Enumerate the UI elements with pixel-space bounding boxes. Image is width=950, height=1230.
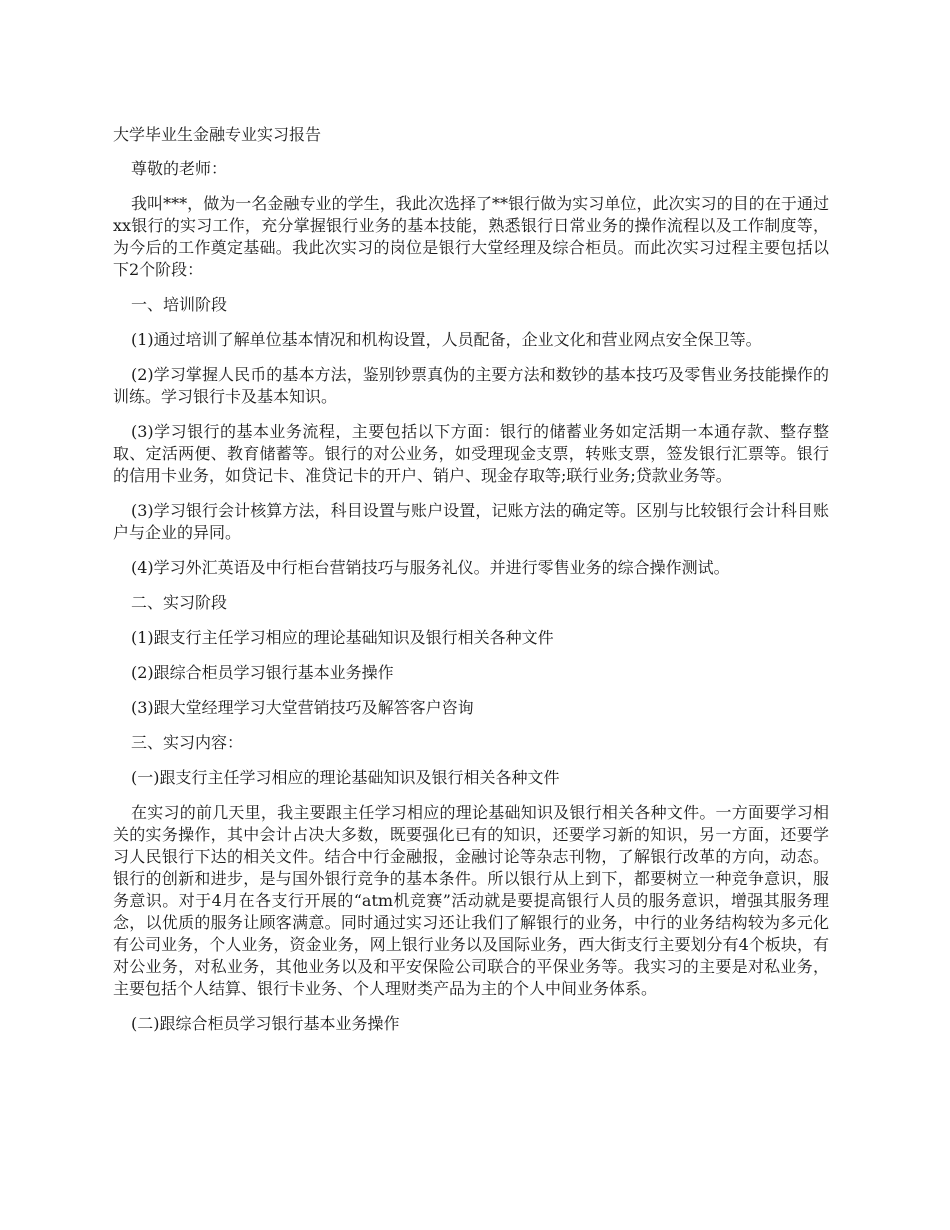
document-title: 大学毕业生金融专业实习报告 (113, 125, 322, 144)
internship-item-3: (3)跟大堂经理学习大堂营销技巧及解答客户咨询 (131, 698, 474, 717)
section-heading-training: 一、培训阶段 (131, 295, 228, 314)
internship-item-2: (2)跟综合柜员学习银行基本业务操作 (131, 663, 394, 682)
training-item-1: (1)通过培训了解单位基本情况和机构设置，人员配备，企业文化和营业网点安全保卫等。 (131, 330, 762, 349)
internship-item-1: (1)跟支行主任学习相应的理论基础知识及银行相关各种文件 (131, 628, 554, 647)
section-heading-content: 三、实习内容： (131, 733, 244, 752)
content-paragraph-1: 在实习的前几天里，我主要跟主任学习相应的理论基础知识及银行相关各种文件。一方面要学习相关的实务操作，其中会计占决大多数，既要强化已有的知识，还要学习新的知识，另一方面，还要学习人民银行下达的相关文件。结合中行金融报，金融讨论等杂志刊物，了解银行改革的方向，动态。银行的创新和进步，是与国外银行竞争的基本条件。所以银行从上到下，都要树立一种竞争意识，服务意识。对于4月在各支行开展的“atm机竞赛”活动就是要提高银行人员的服务意识，增强其服务理念，以优质的服务让顾客满意。同时通过实习还让我们了解银行的业务，中行的业务结构较为多元化有公司业务，个人业务，资金业务，网上银行业务以及国际业务，西大街支行主要划分有4个板块，有对公业务，对私业务，其他业务以及和平安保险公司联合的平保业务等。我实习的主要是对私业务，主要包括个人结算、银行卡业务、个人理财类产品为主的个人中间业务体系。 (113, 803, 829, 998)
section-heading-internship: 二、实习阶段 (131, 593, 228, 612)
content-subheading-1: (一)跟支行主任学习相应的理论基础知识及银行相关各种文件 (131, 768, 560, 787)
training-item-4: (4)学习外汇英语及中行柜台营销技巧与服务礼仪。并进行零售业务的综合操作测试。 (131, 558, 730, 577)
document-page (113, 124, 829, 1048)
training-item-3b: (3)学习银行会计核算方法，科目设置与账户设置，记账方法的确定等。区别与比较银行会计科目账户与企业的异同。 (113, 501, 829, 542)
content-subheading-2: (二)跟综合柜员学习银行基本业务操作 (131, 1014, 400, 1033)
salutation: 尊敬的老师： (131, 159, 228, 178)
intro-paragraph: 我叫***，做为一名金融专业的学生，我此次选择了**银行做为实习单位，此次实习的目的在于通过xx银行的实习工作，充分掌握银行业务的基本技能，熟悉银行日常业务的操作流程以及工作制度等，为今后的工作奠定基础。我此次实习的岗位是银行大堂经理及综合柜员。而此次实习过程主要包括以下2个阶段： (113, 194, 829, 279)
training-item-2: (2)学习掌握人民币的基本方法，鉴别钞票真伪的主要方法和数钞的基本技巧及零售业务技能操作的训练。学习银行卡及基本知识。 (113, 365, 829, 406)
training-item-3: (3)学习银行的基本业务流程，主要包括以下方面：银行的储蓄业务如定活期一本通存款、整存整取、定活两便、教育储蓄等。银行的对公业务，如受理现金支票，转账支票，签发银行汇票等。银行的信用卡业务，如贷记卡、准贷记卡的开户、销户、现金存取等;联行业务;贷款业务等。 (113, 422, 829, 485)
